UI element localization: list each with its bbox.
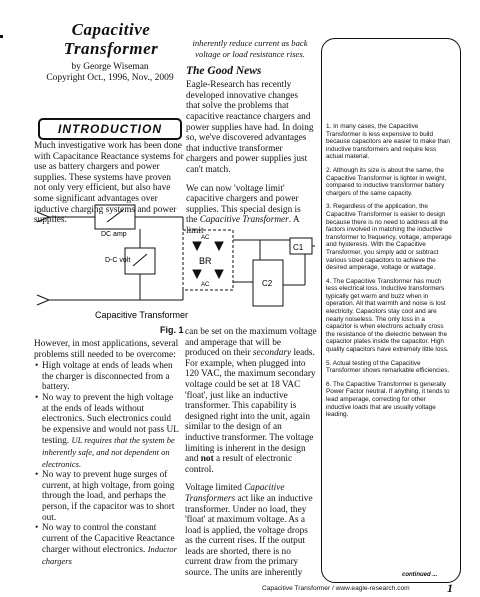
author: by George Wiseman [71, 62, 149, 72]
page-edge-mark [0, 35, 3, 38]
sidebar-item: 2. Although its size is about the same, the Capacitive Transformer is lighter in weight, compared to inductive transformer battery chargers of the same capacity. [326, 166, 447, 197]
page-number: 1 [447, 581, 453, 595]
sidebar-item: 5. Actual testing of the Capacitive Transformer shows remarkable efficiencies. [326, 359, 450, 375]
intro-paragraph: Much investigative work has been done with Capacitance Reactance systems for use as battery chargers and power supplies. These systems have proven not only very efficient, but also have some significant advantages over inductive charging systems and power supplies. [34, 141, 184, 226]
label-ac-top: AC [201, 235, 210, 241]
introduction-heading: INTRODUCTION [58, 122, 162, 136]
introduction-heading-box [38, 118, 182, 140]
sidebar-item: 6. The Capacitive Transformer is generally Power Factor neutral. If anything, it tends to lead amperage, correcting for other inductive loads that are usually voltage leading. [326, 380, 450, 419]
label-c2: C2 [262, 279, 273, 288]
diagram-caption: Capacitive Transformer [95, 310, 189, 320]
advantages-sidebar [326, 123, 452, 425]
dc-amp-meter [95, 205, 135, 229]
document-title [36, 20, 186, 58]
continued-label: continued ... [402, 572, 438, 578]
label-ac-bottom: AC [201, 282, 210, 288]
label-br: BR [199, 256, 212, 266]
label-dc-volt: D-C volt [105, 257, 131, 264]
label-dc-amp: DC amp [101, 231, 127, 238]
byline [34, 62, 186, 84]
column-3 [34, 339, 180, 567]
good-news-heading: The Good News [186, 65, 262, 78]
problems-list [34, 361, 180, 567]
problem-item: • No way to control the constant current of the Capacitive Reactance charger without electronics. Inductor chargers [42, 523, 180, 567]
problems-intro: However, in most applications, several problems still needed to be overcome: [34, 339, 179, 360]
left-clip-top [37, 212, 49, 222]
column-4-paragraph-2: Voltage limited Capacitive Transformers act like an inductive transformer. Under no load, they 'float' at maximum voltage. As a load is applied, the voltage drops as the current rises. If the output leads are shorted, there is no current draw from the primary source. The units are inherently [185, 483, 313, 579]
label-c1: C1 [293, 243, 304, 252]
problem-item: • No way to prevent the high voltage at the ends of leads without electronics. Such electronics could be expensive and would not pass UL testing. UL requires that the system be inherently safe, and not dependent on electronics. [42, 393, 180, 470]
good-news-paragraph-1: Eagle-Research has recently developed innovative changes that solve the problems that capacitive reactance chargers and power supplies have had. In doing so, we've discovered advantages that inductive transformer chargers and power supplies just can't match. [186, 80, 314, 175]
problem-item: • No way to prevent huge surges of current, at high voltage, from going through the load, and perhaps the person, if the capacitor was to short out. [42, 470, 180, 523]
column-4-paragraph-1: can be set on the maximum voltage and amperage that will be produced on their secondary leads. For example, when plugged into 120 VAC, the maximum secondary voltage could be set at 18 VAC 'float', just like an inductive transformer. This capability is designed right into the unit, again similar to the design of an inductive transformer. The voltage limiting is inherent in the design and not a result of electronic control. [185, 327, 317, 475]
left-clip-bottom [37, 295, 49, 305]
problem-item: • High voltage at ends of leads when the charger is disconnected from a battery. [42, 361, 180, 393]
page-footer: Capacitive Transformer / www.eagle-research.com [262, 585, 410, 592]
sidebar-item: 4. The Capacitive Transformer has much less electrical loss. Inductive transformers typically get warm and buzz when in operation. All that warmth and noise is lost electricity. Capacitors stay cool and are nearly noiseless. The only loss in a capacitor is when electrons actually cross the resistance of the dielectric between the capacitor plates inside the capacitor. High quality capacitors have extremely little loss. [326, 277, 449, 354]
sidebar-item: 1. In many cases, the Capacitive Transformer is less expensive to build because capacitors are easier to make than inductive transformers and require less actual material. [326, 123, 450, 161]
figure-label: Fig. 1 [160, 325, 184, 335]
good-news-paragraph-2: We can now 'voltage limit' capacitive chargers and power supplies. This special design is the Capacitive Transformer. A limit [186, 183, 301, 236]
copyright: Copyright Oct., 1996, Nov., 2009 [46, 73, 174, 83]
column-4 [185, 327, 317, 587]
sidebar-item: 3. Regardless of the application, the Capacitive Transformer is easier to design because there is no need to address all the factors involved in matching the inductive transformer to frequency, voltage, amperage and hysteresis. With the Capacitive Transformer, you simply add or subtract various sized capacitors to achieve the desired amperage, voltage or wattage. [326, 203, 452, 272]
title-line-1: Capacitive [71, 20, 151, 39]
title-line-2: Transformer [63, 39, 159, 58]
column-2-top-italic: inherently reduce current as back voltage or load resistance rises. [192, 38, 308, 59]
circuit-diagram [35, 200, 315, 325]
